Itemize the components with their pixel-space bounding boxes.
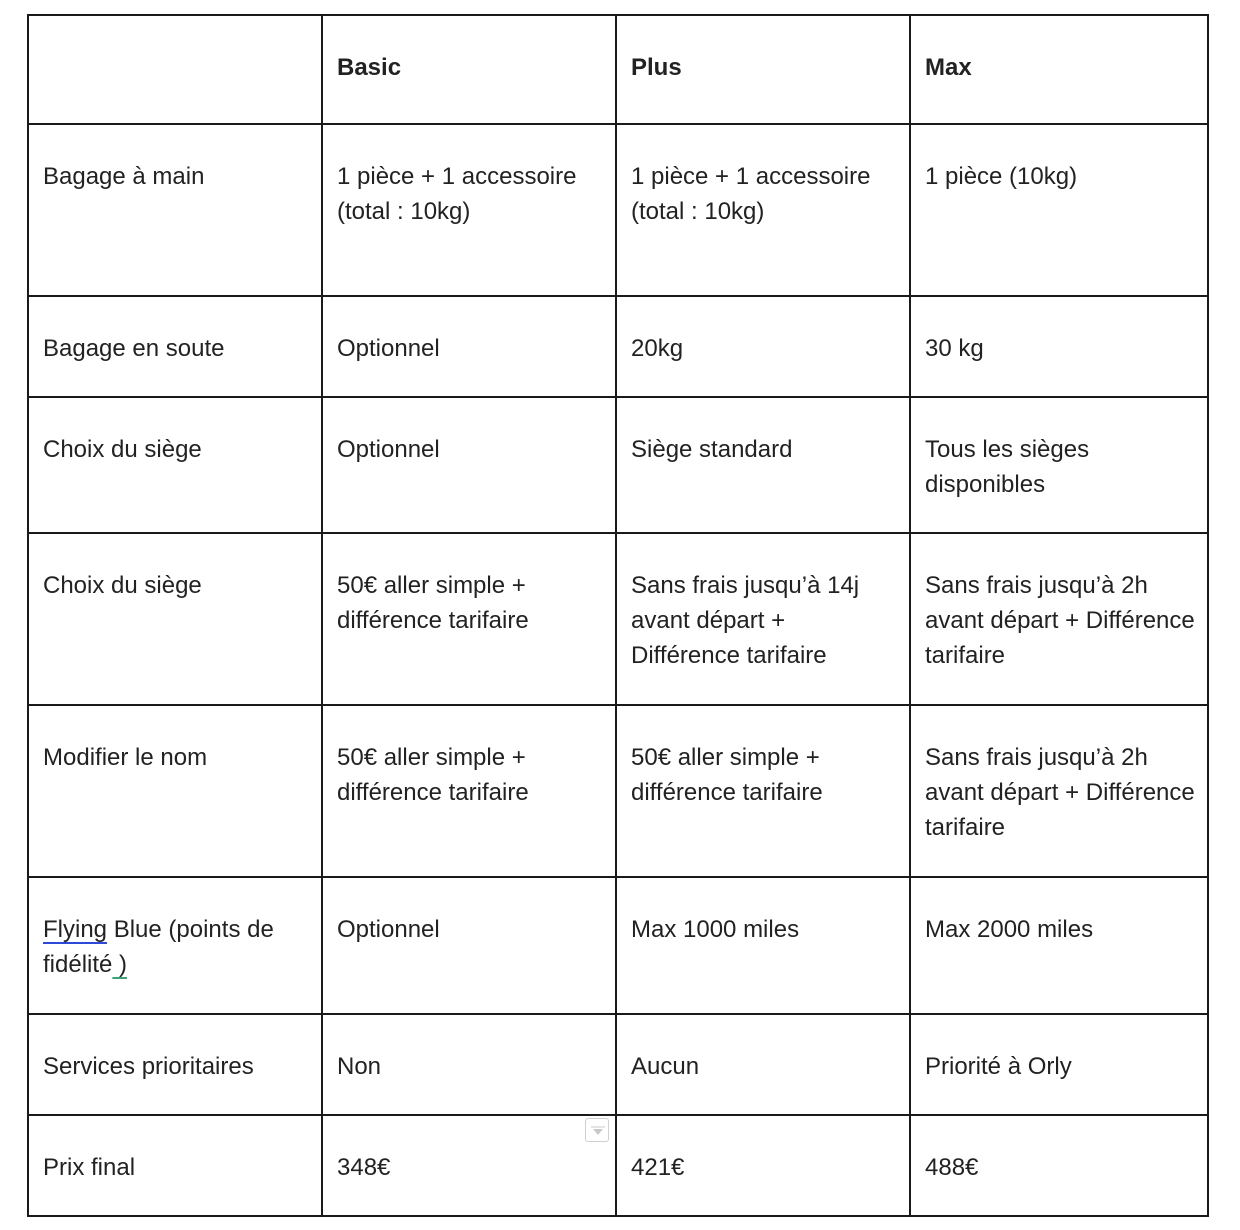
cell-max[interactable]: Sans frais jusqu’à 2h avant départ + Différence tarifaire	[910, 533, 1208, 705]
cell-dropdown-button[interactable]	[585, 1118, 609, 1142]
cell-basic[interactable]: Optionnel	[322, 397, 616, 533]
cell-basic[interactable]: Optionnel	[322, 296, 616, 397]
header-cell-max[interactable]: Max	[910, 15, 1208, 124]
cell-basic[interactable]: 50€ aller simple + différence tarifaire	[322, 533, 616, 705]
cell-plus[interactable]: Max 1000 miles	[616, 877, 910, 1014]
row-label[interactable]: Choix du siège	[28, 533, 322, 705]
cell-plus[interactable]: Siège standard	[616, 397, 910, 533]
cell-plus[interactable]: 1 pièce + 1 accessoire (total : 10kg)	[616, 124, 910, 296]
cell-basic[interactable]: Optionnel	[322, 877, 616, 1014]
header-cell-empty[interactable]	[28, 15, 322, 124]
spellcheck-word[interactable]: Flying	[43, 916, 108, 943]
cell-basic[interactable]: Non	[322, 1014, 616, 1115]
table-row	[28, 296, 1208, 397]
table-row	[28, 1014, 1208, 1115]
comparison-table	[27, 14, 1209, 1217]
row-label[interactable]	[28, 877, 322, 1014]
row-label[interactable]: Prix final	[28, 1115, 322, 1216]
table-row	[28, 124, 1208, 296]
cell-max[interactable]: Priorité à Orly	[910, 1014, 1208, 1115]
header-cell-plus[interactable]: Plus	[616, 15, 910, 124]
row-label[interactable]: Choix du siège	[28, 397, 322, 533]
grammar-suggestion[interactable]: )	[112, 951, 128, 978]
cell-plus[interactable]: Sans frais jusqu’à 14j avant départ + Différence tarifaire	[616, 533, 910, 705]
row-label[interactable]: Bagage à main	[28, 124, 322, 296]
row-label[interactable]: Services prioritaires	[28, 1014, 322, 1115]
table-row	[28, 533, 1208, 705]
table-row	[28, 1115, 1208, 1216]
chevron-down-icon	[590, 1126, 606, 1136]
row-label[interactable]: Bagage en soute	[28, 296, 322, 397]
row-label[interactable]: Modifier le nom	[28, 705, 322, 877]
table-row	[28, 877, 1208, 1014]
cell-plus[interactable]: Aucun	[616, 1014, 910, 1115]
cell-max[interactable]: Sans frais jusqu’à 2h avant départ + Différence tarifaire	[910, 705, 1208, 877]
cell-max[interactable]: Max 2000 miles	[910, 877, 1208, 1014]
table-row	[28, 705, 1208, 877]
cell-max[interactable]: 488€	[910, 1115, 1208, 1216]
cell-basic[interactable]: 1 pièce + 1 accessoire (total : 10kg)	[322, 124, 616, 296]
table-row	[28, 397, 1208, 533]
cell-max[interactable]: 30 kg	[910, 296, 1208, 397]
cell-basic[interactable]: 348€	[322, 1115, 616, 1216]
cell-plus[interactable]: 50€ aller simple + différence tarifaire	[616, 705, 910, 877]
table-header-row	[28, 15, 1208, 124]
cell-plus[interactable]: 20kg	[616, 296, 910, 397]
row-label-text: Blue (points de fidélité	[43, 916, 274, 978]
cell-basic[interactable]: 50€ aller simple + différence tarifaire	[322, 705, 616, 877]
cell-max[interactable]: Tous les sièges disponibles	[910, 397, 1208, 533]
cell-plus[interactable]: 421€	[616, 1115, 910, 1216]
header-cell-basic[interactable]: Basic	[322, 15, 616, 124]
cell-max[interactable]: 1 pièce (10kg)	[910, 124, 1208, 296]
